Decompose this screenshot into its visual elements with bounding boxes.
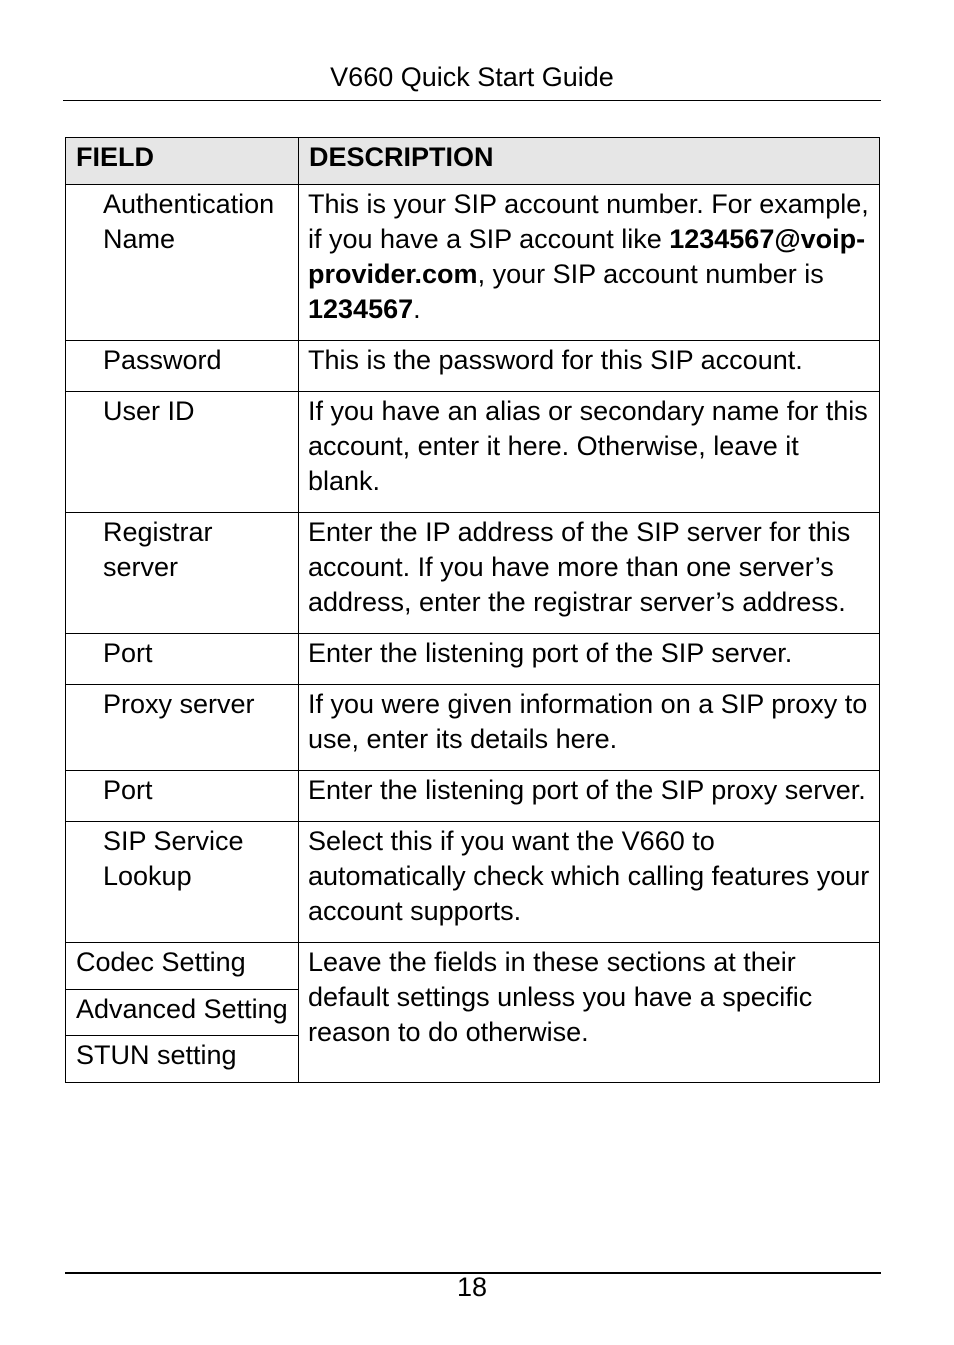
table-row — [66, 392, 880, 513]
header-divider — [63, 100, 881, 101]
field-name: Registrar server — [66, 513, 299, 634]
section-name: STUN setting — [66, 1036, 299, 1083]
table-header-row — [66, 138, 880, 185]
table-row — [66, 185, 880, 341]
field-description: Select this if you want the V660 to automatically check which calling features your account supports. — [299, 822, 880, 943]
table-row — [66, 685, 880, 771]
field-name: Authentication Name — [66, 185, 299, 341]
column-header-description: DESCRIPTION — [299, 138, 880, 185]
table-row — [66, 771, 880, 822]
field-description — [299, 185, 880, 341]
field-description: Enter the listening port of the SIP proxy server. — [299, 771, 880, 822]
field-name: SIP Service Lookup — [66, 822, 299, 943]
field-description: If you were given information on a SIP proxy to use, enter its details here. — [299, 685, 880, 771]
field-name: User ID — [66, 392, 299, 513]
field-description-table — [65, 137, 880, 1083]
section-description: Leave the fields in these sections at their default settings unless you have a specific reason to do otherwise. — [299, 943, 880, 1083]
field-name: Proxy server — [66, 685, 299, 771]
field-name: Port — [66, 771, 299, 822]
page-header-title: V660 Quick Start Guide — [330, 62, 614, 92]
example-sip-address: 1234567@voip-provider.com — [308, 224, 866, 289]
table-row — [66, 822, 880, 943]
field-description: This is the password for this SIP account. — [299, 341, 880, 392]
section-name: Codec Setting — [66, 943, 299, 990]
field-name: Password — [66, 341, 299, 392]
section-name: Advanced Setting — [66, 990, 299, 1036]
table-row — [66, 513, 880, 634]
description-text: . — [413, 294, 421, 324]
field-description: Enter the IP address of the SIP server for this account. If you have more than one server’s address, enter the registrar server’s address. — [299, 513, 880, 634]
table-row — [66, 943, 880, 990]
description-text: , your SIP account number is — [477, 259, 824, 289]
page-number: 18 — [456, 1272, 488, 1302]
example-account-number: 1234567 — [308, 294, 414, 324]
table-row — [66, 634, 880, 685]
field-name: Port — [66, 634, 299, 685]
field-description: If you have an alias or secondary name for this account, enter it here. Otherwise, leave it blank. — [299, 392, 880, 513]
column-header-field: FIELD — [66, 138, 299, 185]
table-row — [66, 341, 880, 392]
description-text: This is your SIP account number. For example, if you have a SIP account like — [308, 189, 869, 254]
field-description: Enter the listening port of the SIP server. — [299, 634, 880, 685]
